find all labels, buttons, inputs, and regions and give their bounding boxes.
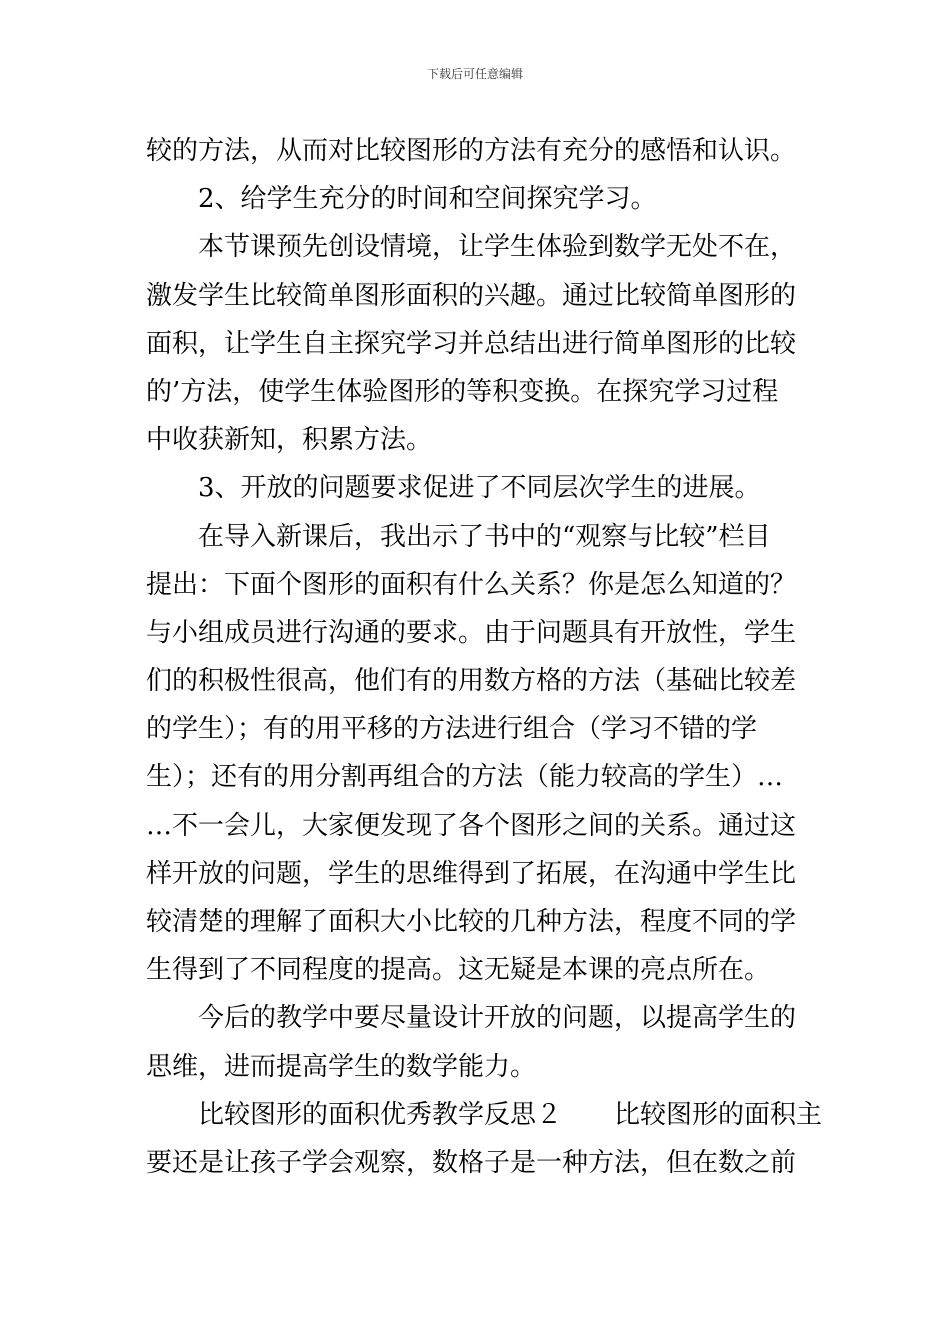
- document-body: [146, 127, 823, 1187]
- text-line: 的学生）；有的用平移的方法进行组合（学习不错的学: [146, 714, 758, 745]
- text-line: 生得到了不同程度的提高。这无疑是本课的亮点所在。: [146, 955, 771, 986]
- text-line: 样开放的问题，学生的思维得到了拓展，在沟通中学生比: [146, 858, 797, 889]
- text-line: 在导入新课后，我出示了书中的“观察与比较”栏目: [198, 521, 771, 552]
- text-line: 们的积极性很高，他们有的用数方格的方法（基础比较差: [146, 666, 797, 697]
- text-line: 生）；还有的用分割再组合的方法（能力较高的学生）…: [146, 762, 784, 793]
- page-header: 下载后可任意编辑: [426, 67, 523, 81]
- text-line: 比较图形的面积优秀教学反思２ 比较图形的面积主: [198, 1099, 823, 1130]
- text-line: 与小组成员进行沟通的要求。由于问题具有开放性，学生: [146, 617, 797, 648]
- text-line: 较清楚的理解了面积大小比较的几种方法，程度不同的学: [146, 907, 797, 937]
- text-line: 激发学生比较简单图形面积的兴趣。通过比较简单图形的: [146, 280, 797, 311]
- text-line: …不一会儿，大家便发现了各个图形之间的关系。通过这: [146, 810, 797, 841]
- text-line: 的’方法，使学生体验图形的等积变换。在探究学习过程: [146, 376, 779, 407]
- text-line: 较的方法，从而对比较图形的方法有充分的感悟和认识。: [146, 136, 797, 166]
- text-line: 今后的教学中要尽量设计开放的问题，以提高学生的: [198, 1003, 797, 1034]
- text-line: 2、给学生充分的时间和空间探究学习。: [198, 184, 657, 215]
- text-line: 本节课预先创设情境，让学生体验到数学无处不在，: [198, 232, 797, 263]
- text-line: 3、开放的问题要求促进了不同层次学生的进展。: [198, 473, 761, 504]
- text-line: 要还是让孩子学会观察，数格子是一种方法，但在数之前: [146, 1147, 797, 1178]
- text-line: 中收获新知，积累方法。: [146, 425, 433, 456]
- text-line: 思维，进而提高学生的数学能力。: [146, 1051, 537, 1082]
- text-line: 面积，让学生自主探究学习并总结出进行简单图形的比较: [146, 328, 797, 359]
- text-line: 提出：下面个图形的面积有什么关系？你是怎么知道的？: [146, 569, 797, 600]
